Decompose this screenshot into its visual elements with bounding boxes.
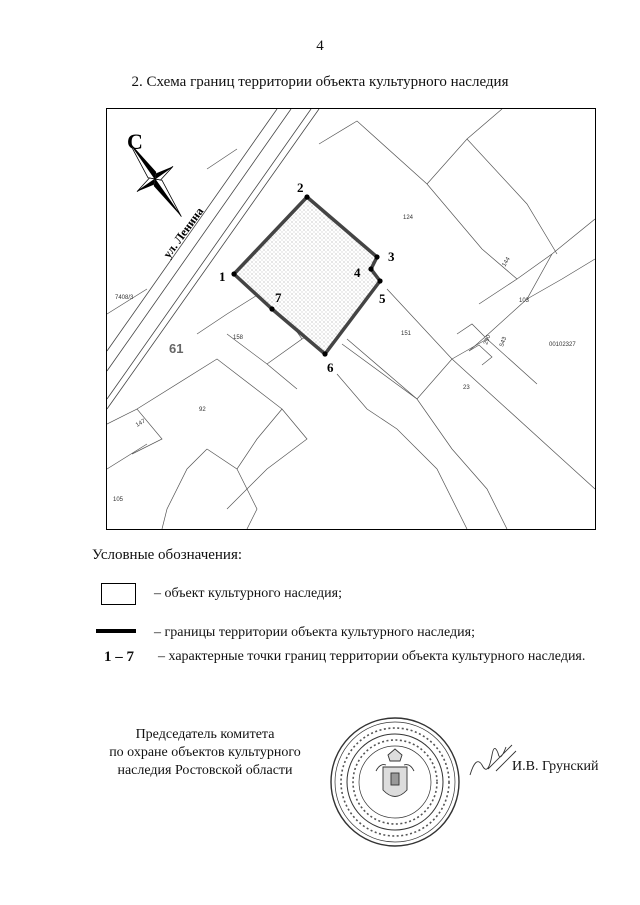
point-3-label: 3 [388,249,395,264]
parcel-label: 7408/3 [115,295,134,301]
north-arrow-icon [111,129,200,230]
point-7-marker [269,306,274,311]
point-5-label: 5 [379,291,386,306]
parcel-label: 124 [403,215,414,221]
legend-heading: Условные обозначения: [92,547,243,563]
parcel-label: 23 [463,385,470,391]
parcel-label: 158 [233,335,244,341]
signatory-position [95,726,315,780]
parcel-label: 151 [401,331,412,337]
parcel-label: 147 [135,418,147,429]
point-2-marker [304,194,309,199]
point-1-marker [231,271,236,276]
block-number: 61 [169,341,184,356]
official-seal-stamp [328,715,463,850]
legend-object-text: – объект культурного наследия; [154,586,342,601]
north-label: С [127,129,143,154]
street-name: ул. Ленина [160,204,207,261]
point-2-label: 2 [297,180,304,195]
point-1-label: 1 [219,269,226,284]
point-6-label: 6 [327,360,334,375]
parcel-label: 103 [519,298,530,304]
point-6-marker [322,351,327,356]
signer-name: И.В. Грунский [512,759,599,774]
parcel-label: 290 [483,334,493,346]
legend-points-text: – характерные точки границ территории объекта культурного наследия. [158,649,586,664]
parcel-label: 00102327 [549,342,576,348]
point-4-label: 4 [354,265,361,280]
point-7-label: 7 [275,290,282,305]
map-canvas [107,109,595,529]
point-4-marker [368,266,373,271]
legend-boundary-swatch [96,629,136,633]
parcel-label: 144 [501,256,512,268]
page-number: 4 [316,38,324,54]
position-line: наследия Ростовской области [117,763,293,778]
position-line: Председатель комитета [135,727,275,742]
parcel-label: 105 [113,497,124,503]
position-line: по охране объектов культурного [109,745,301,760]
scheme-title: 2. Схема границ территории объекта культурного наследия [131,74,509,90]
point-3-marker [374,254,379,259]
legend-boundary-text: – границы территории объекта культурного наследия; [154,625,475,640]
parcel-label: 92 [199,407,206,413]
parcel-label: 543 [499,336,509,348]
boundary-map [106,108,596,530]
legend-object-swatch [101,583,136,605]
legend-points-range: 1 – 7 [104,649,134,665]
point-5-marker [377,278,382,283]
